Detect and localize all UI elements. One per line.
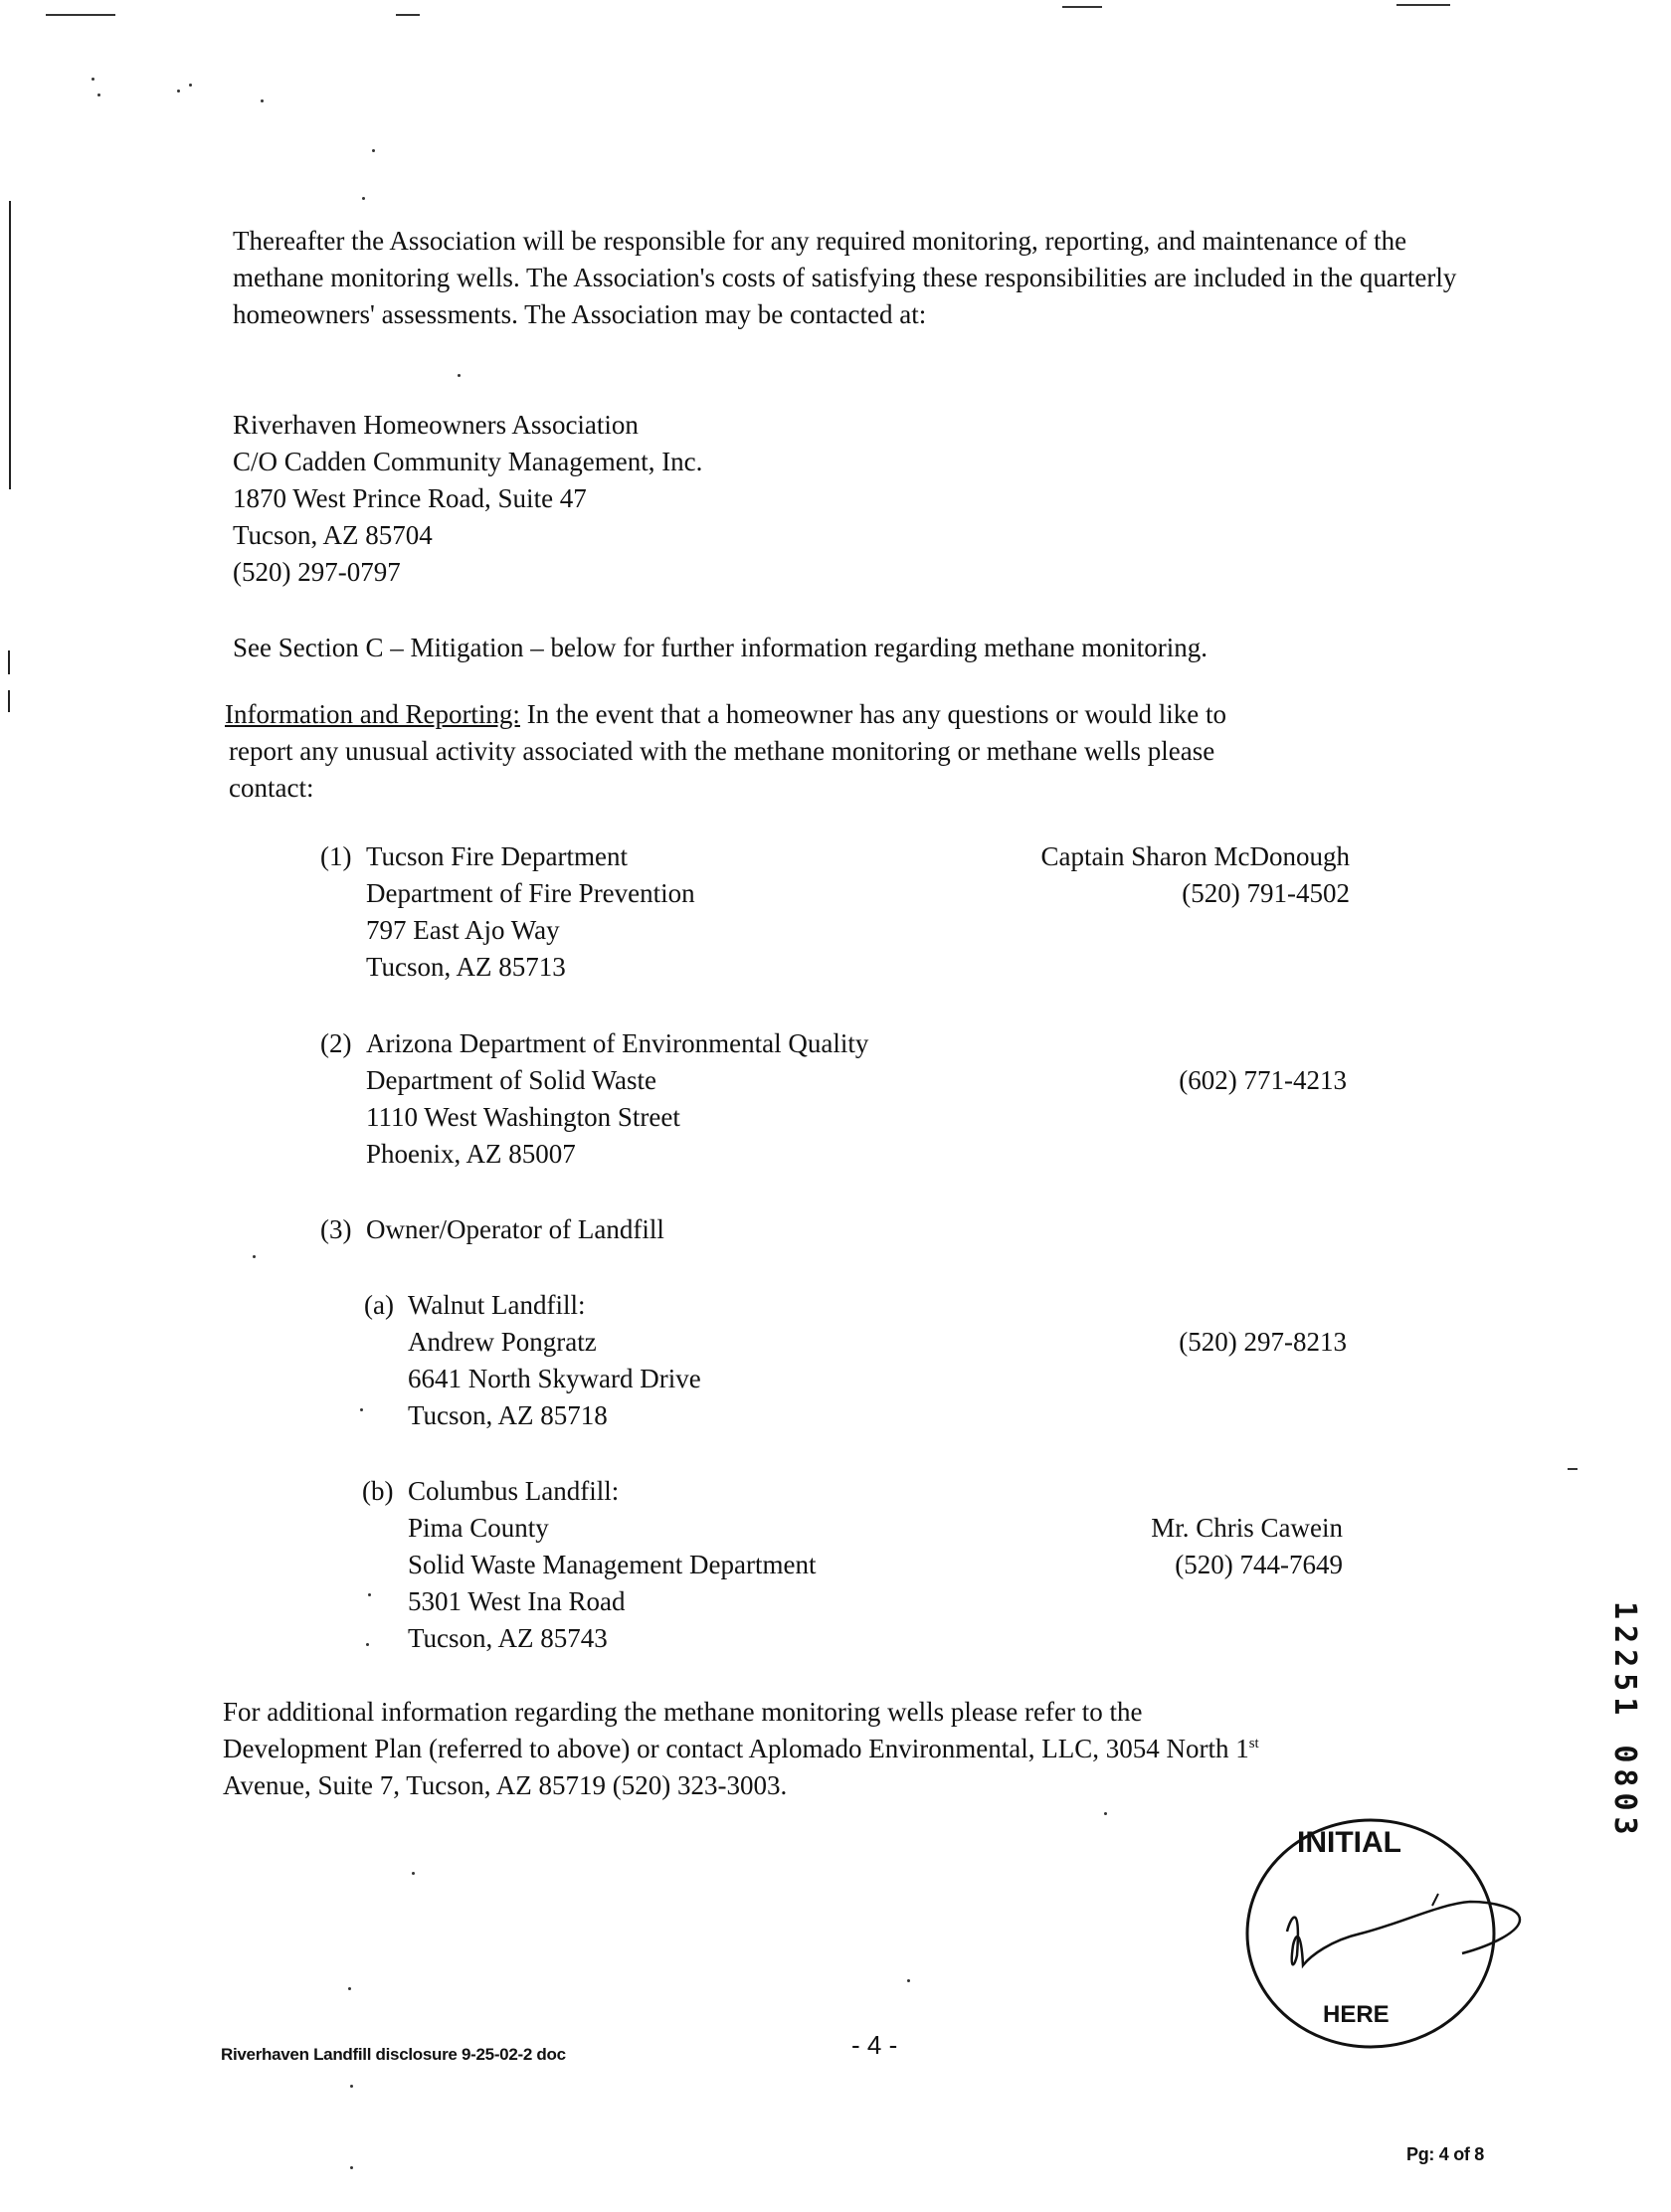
contact-2-dept: Department of Solid Waste (366, 1065, 657, 1095)
contact-1-phone: (520) 791-4502 (1182, 878, 1350, 908)
closing-line-2-text: Development Plan (referred to above) or contact Aplomado Environmental, LLC, 3054 North 1 (223, 1734, 1249, 1763)
closing-superscript: st (1248, 1736, 1259, 1751)
scan-speck (348, 1987, 351, 1990)
contact-3b-street: 5301 West Ina Road (408, 1586, 626, 1616)
association-city: Tucson, AZ 85704 (233, 520, 433, 550)
contact-3b-org: Pima County (408, 1513, 549, 1543)
docket-number-text: 12251 0803 (1607, 1601, 1642, 1841)
info-text-1: In the event that a homeowner has any questions or would like to (526, 699, 1227, 729)
scan-edge-line (396, 14, 420, 16)
scan-speck (362, 197, 365, 200)
contact-3a-person: Andrew Pongratz (408, 1327, 597, 1357)
stamp-top-text: INITIAL (1297, 1826, 1401, 1859)
association-name: Riverhaven Homeowners Association (233, 410, 639, 440)
footer-page-number: - 4 - (851, 2030, 898, 2060)
closing-line-1: For additional information regarding the methane monitoring wells please refer to the (223, 1697, 1143, 1727)
scan-speck (372, 149, 375, 152)
scan-speck (366, 1643, 369, 1646)
contact-2-street: 1110 West Washington Street (366, 1102, 680, 1132)
contact-3b-city: Tucson, AZ 85743 (408, 1623, 608, 1653)
scan-speck (177, 90, 180, 92)
contact-3b-letter: (b) (362, 1476, 394, 1506)
see-section-note: See Section C – Mitigation – below for further information regarding methane monitoring. (233, 633, 1208, 662)
contact-1-street: 797 East Ajo Way (366, 915, 560, 945)
contact-1-number: (1) (320, 841, 352, 871)
info-heading: Information and Reporting: (225, 699, 520, 729)
scan-speck (458, 374, 461, 377)
stamp-bottom-text: HERE (1323, 2001, 1390, 2028)
association-phone: (520) 297-0797 (233, 557, 401, 587)
contact-2-city: Phoenix, AZ 85007 (366, 1139, 576, 1169)
footer-filename: Riverhaven Landfill disclosure 9-25-02-2 doc (221, 2045, 566, 2064)
scan-speck (1104, 1812, 1107, 1815)
contact-1-dept: Department of Fire Prevention (366, 878, 695, 908)
scan-speck (350, 2085, 353, 2088)
scan-edge-line (1568, 1468, 1578, 1470)
info-reporting-line-1 (225, 696, 1226, 733)
initial-here-stamp (1231, 1806, 1550, 2055)
scan-margin-bar (9, 201, 11, 489)
association-street: 1870 West Prince Road, Suite 47 (233, 483, 587, 513)
intro-paragraph: Thereafter the Association will be responsible for any required monitoring, reporting, and maintenance of the methane monitoring wells. The Association's costs of satisfying these responsibilities are included in the quarterly homeowners' assessments. The Association may be contacted at: (233, 226, 1457, 329)
scan-speck (368, 1593, 371, 1596)
contact-1-city: Tucson, AZ 85713 (366, 952, 566, 982)
closing-line-3: Avenue, Suite 7, Tucson, AZ 85719 (520) 323-3003. (223, 1770, 788, 1800)
scan-speck (907, 1979, 910, 1982)
scan-margin-bar (8, 650, 10, 674)
contact-3a-letter: (a) (364, 1290, 394, 1320)
contact-3-number: (3) (320, 1214, 352, 1244)
contact-2-phone: (602) 771-4213 (1179, 1065, 1347, 1095)
scan-speck (261, 99, 264, 102)
footer-page-of: Pg: 4 of 8 (1406, 2144, 1485, 2164)
association-care-of: C/O Cadden Community Management, Inc. (233, 447, 703, 476)
scan-margin-bar (8, 690, 10, 712)
contact-3b-dept: Solid Waste Management Department (408, 1550, 817, 1579)
contact-3a-city: Tucson, AZ 85718 (408, 1400, 608, 1430)
scan-speck (97, 93, 100, 96)
contact-3a-name: Walnut Landfill: (408, 1290, 586, 1320)
scan-edge-line (46, 14, 115, 16)
contact-3a-street: 6641 North Skyward Drive (408, 1364, 701, 1393)
scan-speck (189, 84, 192, 87)
contact-3-title: Owner/Operator of Landfill (366, 1214, 664, 1244)
info-text-2: report any unusual activity associated with the methane monitoring or methane wells please (229, 736, 1215, 766)
scan-speck (92, 78, 94, 81)
info-text-3: contact: (229, 773, 314, 803)
closing-line-2 (223, 1731, 1259, 1767)
contact-3b-name: Columbus Landfill: (408, 1476, 620, 1506)
contact-2-org: Arizona Department of Environmental Quality (366, 1028, 869, 1058)
scan-speck (350, 2166, 353, 2169)
contact-3b-person: Mr. Chris Cawein (1151, 1513, 1343, 1543)
scan-speck (412, 1872, 415, 1875)
contact-3b-phone: (520) 744-7649 (1175, 1550, 1343, 1579)
scan-edge-line (1396, 4, 1450, 6)
contact-2-number: (2) (320, 1028, 352, 1058)
scan-speck (360, 1408, 363, 1411)
contact-1-org: Tucson Fire Department (366, 841, 628, 871)
scan-speck (253, 1255, 256, 1258)
scan-edge-line (1062, 6, 1102, 8)
contact-1-person: Captain Sharon McDonough (1040, 841, 1350, 871)
contact-3a-phone: (520) 297-8213 (1179, 1327, 1347, 1357)
